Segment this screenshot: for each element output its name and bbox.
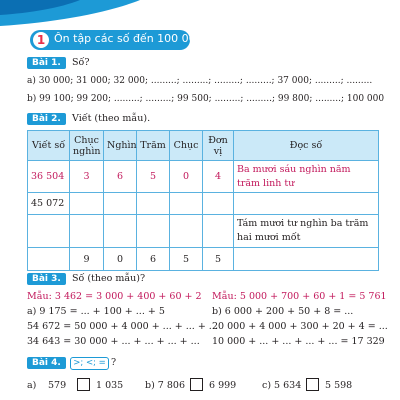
table-row [28,248,379,271]
exercise-4-badge: Bài 4. [27,357,66,369]
table-cell[interactable] [234,248,379,271]
exercise-1-line-b: b) 99 100; 99 200; .........; .........; 99 500; .........; .........; 99 800; .........; 100 000 [27,94,385,104]
exercise-3-b2: 20 000 + 4 000 + 300 + 20 + 4 = ... [212,321,388,332]
comparison-answer-box[interactable] [306,378,319,391]
table-cell: 3 [70,161,104,193]
header-cell: Đọc số [234,131,379,161]
table-cell: 0 [104,248,137,271]
table-row [28,215,379,248]
exercise-4-suffix: ? [111,357,117,368]
exercise-3-b1: b) 6 000 + 200 + 50 + 8 = ... [212,306,354,317]
table-row [28,193,379,215]
table-cell[interactable] [203,215,234,248]
exercise-4-a-label: a) [27,380,37,391]
exercise-3-b3: 10 000 + ... + ... + ... + ... = 17 329 [212,336,385,347]
exercise-2-prompt: Viết (theo mẫu). [72,113,151,124]
lesson-title: Ôn tập các số đến 100 000 [54,32,203,45]
exercise-3-sample-right: Mẫu: 5 000 + 700 + 60 + 1 = 5 761 [212,291,387,302]
exercise-4-a-right: 1 035 [96,380,124,391]
table-cell: 6 [104,161,137,193]
table-cell: 6 [137,248,170,271]
exercise-3-a1: a) 9 175 = ... + 100 + ... + 5 [27,306,165,317]
table-cell[interactable] [203,193,234,215]
table-row [28,161,379,193]
table-cell: Tám mươi tư nghìn ba trăm hai mươi mốt [234,215,379,248]
table-cell: 9 [70,248,104,271]
table-cell: 5 [170,248,203,271]
table-cell[interactable] [137,215,170,248]
header-cell: Trăm [137,131,170,161]
table-cell[interactable] [170,215,203,248]
comparison-answer-box[interactable] [77,378,90,391]
table-cell[interactable] [170,193,203,215]
table-cell[interactable] [104,193,137,215]
table-cell: Ba mươi sáu nghìn năm trăm linh tư [234,161,379,193]
table-cell[interactable] [28,215,70,248]
table-cell[interactable] [234,193,379,215]
comparison-symbols-chip: >; <; = [70,357,109,370]
table-header-row [28,131,379,161]
exercise-3-badge: Bài 3. [27,273,66,285]
comparison-answer-box[interactable] [190,378,203,391]
exercise-1-line-a: a) 30 000; 31 000; 32 000; .........; .........; .........; .........; 37 000; .........; ......... [27,76,373,86]
table-cell: 36 504 [28,161,70,193]
table-cell: 0 [170,161,203,193]
exercise-4-b-label: b) 7 806 [145,380,186,391]
table-cell[interactable] [70,193,104,215]
table-cell[interactable] [70,215,104,248]
header-cell: Chục [170,131,203,161]
exercise-4-c-label: c) 5 634 [262,380,302,391]
exercise-1-prompt: Số? [72,57,90,68]
exercise-4-c-right: 5 598 [325,380,353,391]
table-cell: 5 [203,248,234,271]
header-cell: Đơn vị [203,131,234,161]
table-cell[interactable] [28,248,70,271]
place-value-table [27,130,379,271]
exercise-4-a-left: 579 [48,380,67,391]
exercise-3-prompt: Số (theo mẫu)? [72,273,146,284]
table-cell[interactable] [137,193,170,215]
table-cell: 45 072 [28,193,70,215]
exercise-4-b-right: 6 999 [209,380,237,391]
header-cell: Viết số [28,131,70,161]
table-cell[interactable] [104,215,137,248]
table-cell: 5 [137,161,170,193]
header-cell: Nghìn [104,131,137,161]
exercise-1-badge: Bài 1. [27,57,66,69]
exercise-2-badge: Bài 2. [27,113,66,125]
table-cell: 4 [203,161,234,193]
header-cell: Chục nghìn [70,131,104,161]
exercise-3-sample-left: Mẫu: 3 462 = 3 000 + 400 + 60 + 2 [27,291,202,302]
exercise-3-a2: 54 672 = 50 000 + 4 000 + ... + ... + ... [27,321,218,332]
header-wave-decoration [0,0,400,30]
exercise-3-a3: 34 643 = 30 000 + ... + ... + ... + ... [27,336,200,347]
lesson-number: 1 [32,31,50,49]
